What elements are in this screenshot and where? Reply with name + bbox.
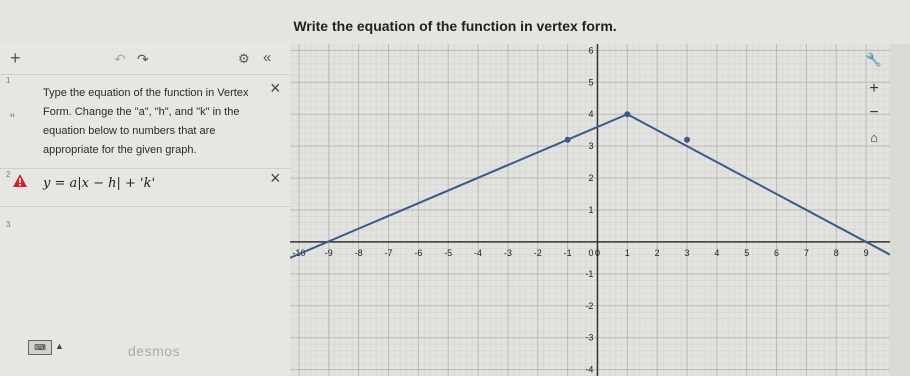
x-tick-label: -8 bbox=[354, 247, 363, 258]
x-tick-label: -5 bbox=[444, 247, 453, 258]
wrench-icon[interactable]: 🔧 bbox=[865, 52, 883, 67]
x-tick-label: 2 bbox=[654, 247, 660, 258]
expression-number: 3 bbox=[6, 220, 11, 229]
expression-number: 1 bbox=[6, 76, 11, 85]
zoom-out-button[interactable]: − bbox=[869, 104, 879, 121]
expression-panel bbox=[0, 44, 291, 376]
collapse-panel-icon[interactable]: « bbox=[263, 49, 272, 66]
origin-label: 0 bbox=[588, 247, 594, 258]
x-tick-label: 5 bbox=[744, 247, 750, 258]
y-tick-label: 4 bbox=[588, 109, 594, 120]
x-tick-label: 7 bbox=[803, 247, 809, 258]
expression-row-formula[interactable] bbox=[0, 168, 290, 207]
x-tick-label: 0 bbox=[594, 247, 600, 258]
x-tick-label: 8 bbox=[833, 247, 839, 258]
x-tick-label: 3 bbox=[684, 247, 690, 258]
desmos-logo: desmos bbox=[128, 343, 181, 359]
x-tick-label: -2 bbox=[533, 247, 542, 258]
x-tick-label: 9 bbox=[863, 247, 869, 258]
x-tick-label: 4 bbox=[714, 247, 720, 258]
zoom-in-button[interactable]: + bbox=[869, 80, 879, 97]
y-tick-label: -2 bbox=[585, 300, 594, 311]
redo-icon[interactable]: ↷ bbox=[137, 51, 149, 67]
y-tick-label: -1 bbox=[585, 268, 594, 279]
x-tick-label: -1 bbox=[563, 247, 572, 258]
y-tick-label: -4 bbox=[585, 364, 594, 375]
warning-icon bbox=[13, 174, 27, 192]
question-title: Write the equation of the function in vertex form. bbox=[293, 18, 617, 34]
x-tick-label: -10 bbox=[292, 247, 306, 258]
x-tick-label: -7 bbox=[384, 247, 393, 258]
y-tick-label: 1 bbox=[588, 205, 594, 215]
x-tick-label: -3 bbox=[503, 247, 512, 258]
add-item-icon[interactable]: + bbox=[10, 48, 21, 68]
x-tick-label: 1 bbox=[624, 247, 630, 258]
delete-expression-icon[interactable]: × bbox=[270, 78, 281, 98]
undo-icon[interactable]: ↶ bbox=[114, 51, 126, 67]
keyboard-icon[interactable]: ⌨ bbox=[28, 340, 52, 355]
expression-number: 2 bbox=[6, 170, 11, 179]
x-tick-label: -4 bbox=[474, 247, 483, 258]
keyboard-toggle-icon[interactable]: ▲ bbox=[55, 341, 64, 351]
y-tick-label: 5 bbox=[588, 77, 594, 88]
expression-row-note[interactable] bbox=[0, 74, 290, 169]
gear-icon[interactable]: ⚙ bbox=[238, 51, 250, 66]
expression-toolbar bbox=[0, 44, 290, 75]
x-tick-label: 6 bbox=[774, 247, 780, 258]
note-icon: “ bbox=[10, 110, 15, 126]
formula-input[interactable]: y = a|x − h| + 'k' bbox=[43, 176, 156, 191]
y-tick-label: 3 bbox=[588, 141, 594, 152]
instruction-text: Type the equation of the function in Vertex Form. Change the "a", "h", and "k" in the equation below to numbers that are appropriate for the given graph. bbox=[43, 87, 249, 156]
home-icon[interactable]: ⌂ bbox=[870, 130, 878, 145]
graph-point bbox=[565, 137, 571, 143]
graph-point bbox=[624, 111, 630, 117]
zoom-controls bbox=[860, 52, 888, 148]
y-tick-label: -3 bbox=[585, 332, 594, 343]
graph-canvas[interactable] bbox=[290, 44, 890, 376]
x-tick-label: -6 bbox=[414, 247, 423, 258]
x-tick-label: -9 bbox=[324, 247, 333, 258]
y-tick-label: 6 bbox=[588, 45, 594, 56]
y-tick-label: 2 bbox=[588, 173, 594, 184]
delete-expression-icon[interactable]: × bbox=[270, 168, 281, 188]
graph-point bbox=[684, 137, 690, 143]
